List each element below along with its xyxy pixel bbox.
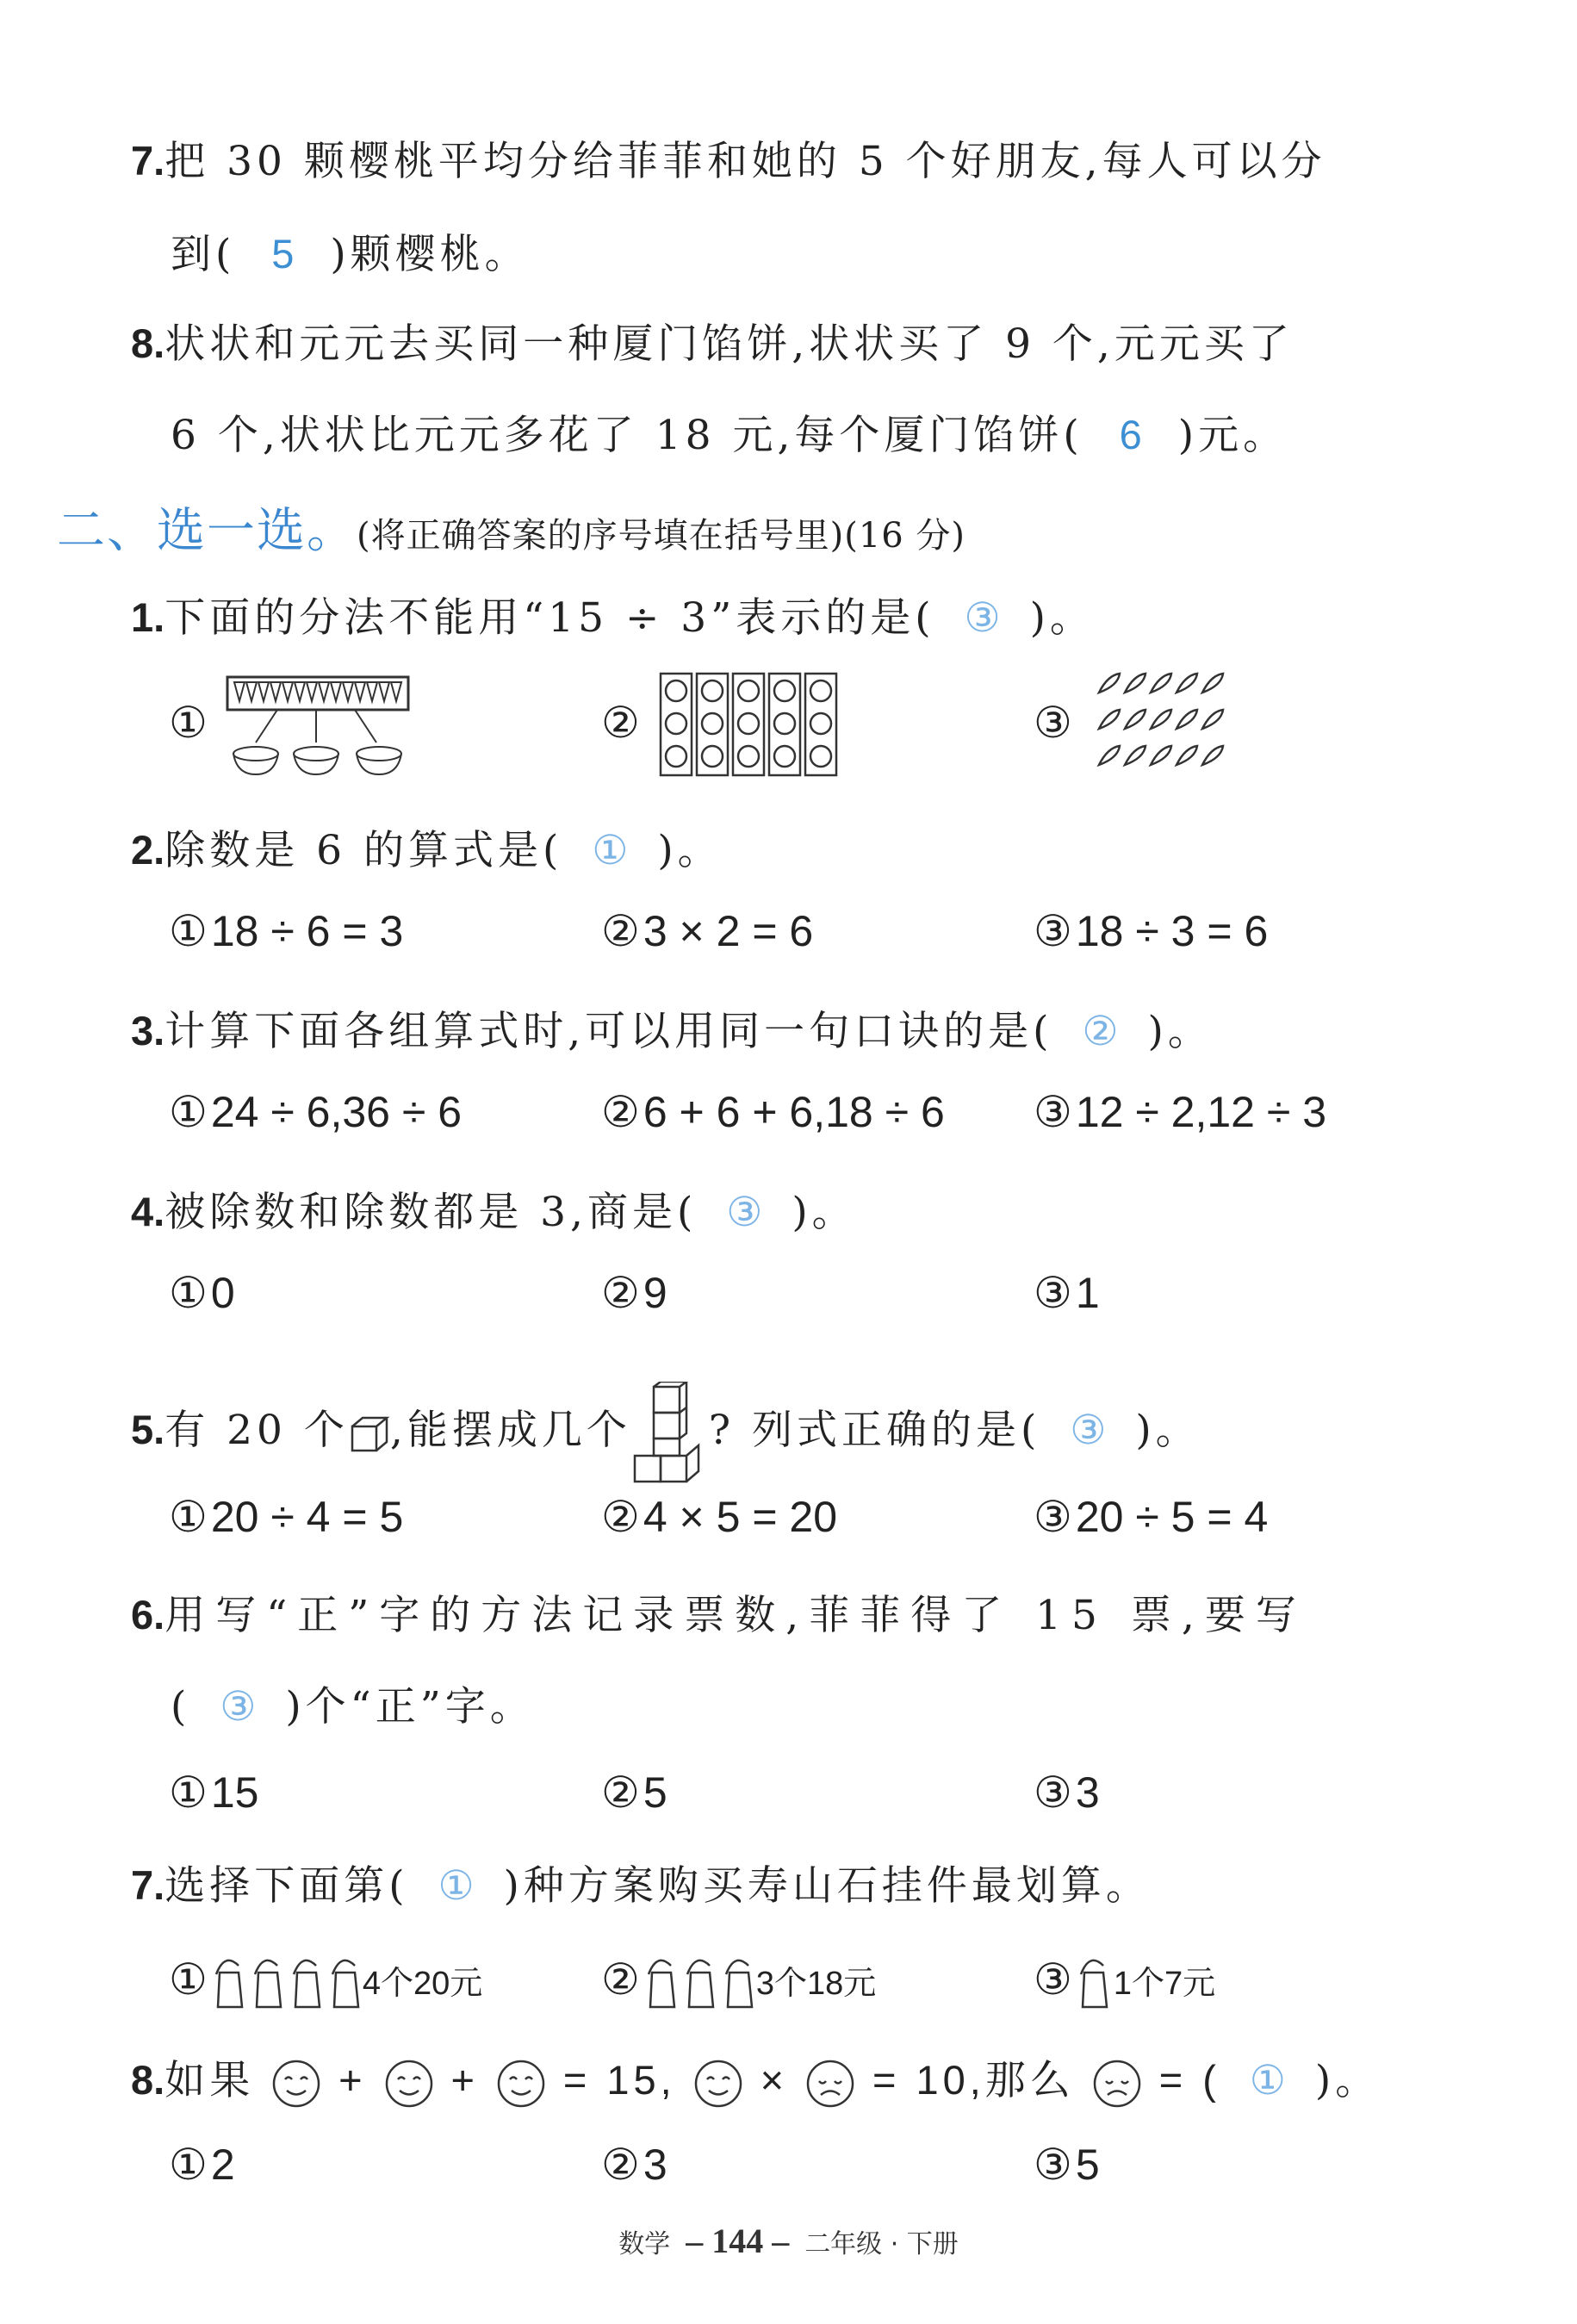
option-text: 2	[210, 2141, 235, 2189]
small-cube-icon	[349, 1414, 390, 1452]
s2-q1-number: 1.	[131, 594, 165, 640]
q8-text: 状状和元元去买同一种厦门馅饼,状状买了 9 个,元元买了	[165, 320, 1294, 368]
s2-q2-option-1[interactable]	[169, 906, 403, 956]
s2-q8-answer[interactable]: ①	[1249, 2057, 1286, 2103]
section-note: (将正确答案的序号填在括号里)(16 分)	[357, 516, 966, 556]
s2-q5-option-3[interactable]	[1034, 1492, 1268, 1542]
option-marker: ②	[601, 1768, 640, 1817]
s2-q5-option-1[interactable]	[169, 1492, 403, 1542]
option-text: 1个7元	[1113, 1966, 1216, 2003]
apples-in-boxes-icon	[659, 672, 840, 777]
option-marker: ②	[601, 699, 640, 747]
s2-q6-pre: (	[171, 1683, 191, 1731]
q8-pre: 6 个,状状比元元多花了 18 元,每个厦门馅饼(	[171, 412, 1083, 459]
s2-q6-text: 用写“正”字的方法记录票数,菲菲得了 15 票,要写	[165, 1592, 1307, 1639]
s2-q7-option-3[interactable]	[1034, 1948, 1215, 2017]
s2-q7-answer[interactable]: ①	[438, 1862, 475, 1908]
s2-q1-post: )。	[1029, 594, 1095, 642]
option-marker: ①	[169, 1768, 208, 1817]
s2-q5-option-2[interactable]	[601, 1492, 837, 1542]
carrots-into-bowls-icon	[226, 672, 415, 780]
s2-q6-option-1[interactable]	[169, 1768, 258, 1818]
option-text: 18 ÷ 3 = 6	[1075, 907, 1269, 955]
peppers-grid-icon	[1094, 668, 1227, 776]
s2-q8-option-3[interactable]	[1034, 2140, 1100, 2190]
option-marker: ②	[601, 2141, 640, 2189]
option-marker: ①	[169, 1269, 208, 1317]
option-text: 20 ÷ 5 = 4	[1075, 1493, 1269, 1541]
option-marker: ③	[1034, 1493, 1072, 1541]
equals-15: = 15,	[562, 2057, 676, 2103]
times-sign: ×	[760, 2057, 789, 2103]
q8-line2	[171, 403, 1288, 461]
s2-q5-text-c: ? 列式正确的是(	[708, 1407, 1041, 1454]
s2-q6-post: )个“正”字。	[285, 1683, 535, 1731]
s2-q4-number: 4.	[131, 1189, 165, 1234]
option-marker: ①	[169, 1493, 208, 1541]
q7-pre: 到(	[171, 231, 236, 278]
plus-sign: +	[450, 2057, 479, 2103]
q7-number: 7.	[131, 138, 165, 183]
s2-q1-option-1[interactable]	[169, 698, 208, 748]
sad-face-icon	[1092, 2059, 1142, 2109]
option-marker: ③	[1034, 699, 1072, 747]
smiley-face-icon	[384, 2059, 434, 2109]
footer-subject: 数学	[618, 2229, 671, 2259]
s2-q1-text: 下面的分法不能用“15 ÷ 3”表示的是(	[165, 594, 935, 642]
s2-q3-option-1[interactable]	[169, 1087, 462, 1137]
q7-line1	[131, 129, 1326, 187]
option-marker: ②	[601, 1493, 640, 1541]
option-text: 9	[643, 1269, 667, 1317]
s2-q2-option-2[interactable]	[601, 906, 813, 956]
option-marker: ①	[169, 1955, 208, 2004]
option-marker: ③	[1034, 1269, 1072, 1317]
option-text: 1	[1075, 1269, 1100, 1317]
option-text: 24 ÷ 6,36 ÷ 6	[210, 1088, 463, 1136]
option-marker: ②	[601, 907, 640, 955]
s2-q5-post: )。	[1135, 1407, 1201, 1454]
s2-q7-post: )种方案购买寿山石挂件最划算。	[503, 1862, 1151, 1910]
q7-answer[interactable]: 5	[271, 231, 295, 277]
sad-face-icon	[805, 2059, 855, 2109]
s2-q7-option-2[interactable]	[601, 1948, 876, 2017]
s2-q4-answer[interactable]: ③	[726, 1189, 763, 1234]
q8-post: )元。	[1177, 412, 1288, 459]
s2-q3-option-2[interactable]	[601, 1087, 945, 1137]
s2-q2-number: 2.	[131, 827, 165, 873]
option-text: 20 ÷ 4 = 5	[210, 1493, 404, 1541]
option-marker: ①	[169, 907, 208, 955]
option-marker: ②	[601, 1269, 640, 1317]
s2-q8	[131, 2048, 1380, 2109]
s2-q8-option-2[interactable]	[601, 2140, 667, 2190]
s2-q4-option-3[interactable]	[1034, 1268, 1100, 1318]
s2-q7-number: 7.	[131, 1862, 165, 1908]
option-marker: ②	[601, 1088, 640, 1136]
q7-text: 把 30 颗樱桃平均分给菲菲和她的 5 个好朋友,每人可以分	[165, 138, 1326, 185]
s2-q5-answer[interactable]: ③	[1070, 1407, 1107, 1452]
option-marker: ③	[1034, 1955, 1072, 2004]
s2-q4-text: 被除数和除数都是 3,商是(	[165, 1189, 698, 1236]
option-text: 3	[1075, 1768, 1100, 1817]
option-text: 18 ÷ 6 = 3	[210, 907, 404, 955]
option-marker: ①	[169, 2141, 208, 2189]
option-marker: ③	[1034, 1088, 1072, 1136]
section-title: 二、选一选。	[57, 503, 357, 559]
s2-q6-answer[interactable]: ③	[220, 1683, 257, 1729]
s2-q8-post: )。	[1314, 2057, 1381, 2104]
smiley-face-icon	[496, 2059, 546, 2109]
s2-q1	[131, 586, 1095, 643]
smiley-face-icon	[693, 2059, 743, 2109]
stacked-cubes-icon	[631, 1382, 709, 1485]
s2-q4-option-1[interactable]	[169, 1268, 235, 1318]
option-text: 5	[1075, 2141, 1100, 2189]
s2-q6-line1	[131, 1583, 1307, 1641]
s2-q3-number: 3.	[131, 1008, 165, 1053]
s2-q8-text: 如果	[165, 2057, 255, 2104]
option-text: 4 × 5 = 20	[643, 1493, 838, 1541]
s2-q2-post: )。	[657, 827, 723, 874]
s2-q5-text-b: ,能摆成几个	[389, 1407, 631, 1454]
s2-q3-post: )。	[1147, 1008, 1213, 1055]
plus-sign: +	[338, 2057, 367, 2103]
option-text: 3	[643, 2141, 667, 2189]
option-marker: ①	[169, 1088, 208, 1136]
q7-line2	[171, 222, 530, 280]
option-marker: ③	[1034, 2141, 1072, 2189]
q8-answer[interactable]: 6	[1119, 412, 1142, 457]
option-text: 15	[210, 1768, 259, 1817]
s2-q3-option-3[interactable]	[1034, 1087, 1326, 1137]
stone-pendants-icon	[640, 1948, 756, 2017]
option-text: 3个18元	[755, 1966, 877, 2003]
s2-q6-number: 6.	[131, 1592, 165, 1637]
page-number: – 144 –	[686, 2221, 790, 2260]
s2-q4-post: )。	[792, 1189, 857, 1236]
s2-q2-answer[interactable]: ①	[592, 827, 629, 873]
s2-q2-text: 除数是 6 的算式是(	[165, 827, 563, 874]
option-text: 4个20元	[362, 1966, 483, 2003]
option-text: 5	[643, 1768, 667, 1817]
s2-q7	[131, 1854, 1151, 1911]
s2-q2	[131, 818, 723, 876]
option-text: 12 ÷ 2,12 ÷ 3	[1075, 1088, 1327, 1136]
equals-10: = 10,那么	[872, 2057, 1075, 2103]
s2-q6-option-3[interactable]	[1034, 1768, 1100, 1818]
option-text: 3 × 2 = 6	[643, 907, 814, 955]
equals-open: = (	[1158, 2057, 1220, 2103]
s2-q5-number: 5.	[131, 1407, 165, 1452]
q8-number: 8.	[131, 320, 165, 366]
option-text: 6 + 6 + 6,18 ÷ 6	[643, 1088, 945, 1136]
s2-q4	[131, 1180, 857, 1238]
s2-q3	[131, 999, 1213, 1057]
smiley-face-icon	[271, 2059, 321, 2109]
s2-q8-option-1[interactable]	[169, 2140, 235, 2190]
s2-q1-option-2[interactable]	[601, 698, 640, 748]
s2-q8-number: 8.	[131, 2057, 165, 2103]
s2-q6-option-2[interactable]	[601, 1768, 667, 1818]
section-heading	[57, 493, 965, 562]
s2-q1-answer[interactable]: ③	[964, 594, 1001, 640]
footer-grade: 二年级 · 下册	[804, 2229, 959, 2259]
s2-q5	[131, 1382, 1201, 1485]
s2-q1-option-3[interactable]	[1034, 698, 1072, 748]
option-marker: ①	[169, 699, 208, 747]
q8-line1	[131, 312, 1294, 370]
s2-q7-option-1[interactable]	[169, 1948, 482, 2017]
page-footer	[0, 2221, 1577, 2261]
s2-q4-option-2[interactable]	[601, 1268, 667, 1318]
option-marker: ③	[1034, 1768, 1072, 1817]
s2-q3-text: 计算下面各组算式时,可以用同一句口诀的是(	[165, 1008, 1053, 1055]
option-marker: ②	[601, 1955, 640, 2004]
s2-q2-option-3[interactable]	[1034, 906, 1268, 956]
option-text: 0	[210, 1269, 235, 1317]
option-marker: ③	[1034, 907, 1072, 955]
stone-pendants-icon	[208, 1948, 363, 2017]
s2-q6-line2	[171, 1675, 535, 1732]
s2-q3-answer[interactable]: ②	[1082, 1008, 1119, 1053]
q7-post: )颗樱桃。	[330, 231, 530, 278]
stone-pendant-icon	[1072, 1948, 1114, 2017]
s2-q5-text-a: 有 20 个	[165, 1407, 349, 1454]
s2-q7-text: 选择下面第(	[165, 1862, 409, 1910]
